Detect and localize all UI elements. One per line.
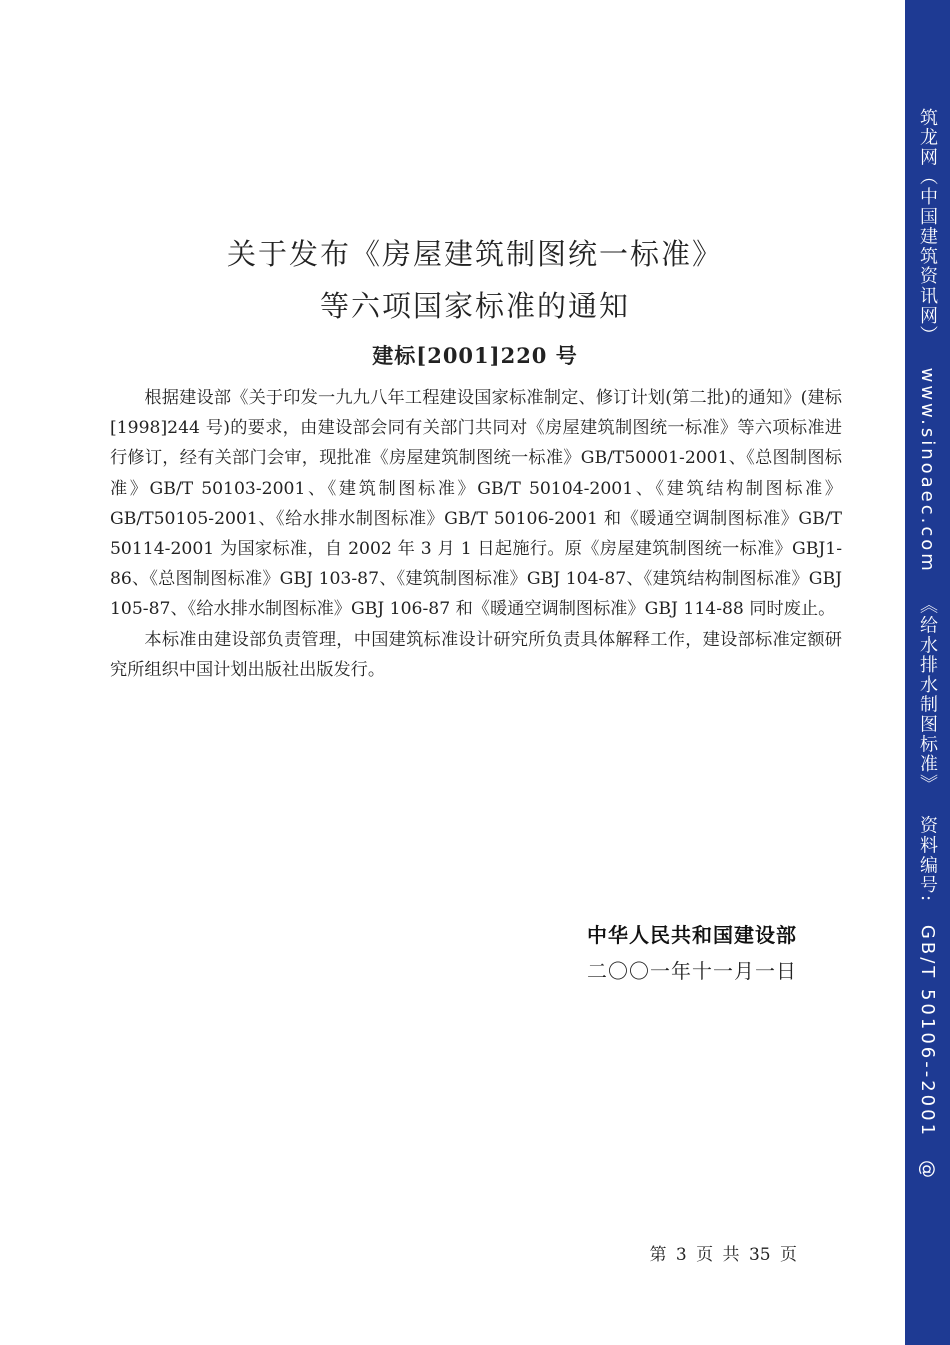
sidebar-code-label: 资料编号: xyxy=(917,815,938,903)
title-line-2: 等六项国家标准的通知 xyxy=(319,289,630,323)
title-line-1: 关于发布《房屋建筑制图统一标准》 xyxy=(226,237,723,271)
sidebar-url[interactable]: www.sinoaec.com xyxy=(917,367,938,574)
sidebar-trailing-symbol: @ xyxy=(917,1160,938,1182)
publisher-sidebar xyxy=(905,0,950,1345)
issue-date: 二〇〇一年十一月一日 xyxy=(587,959,797,983)
sidebar-standard-name: 《给水排水制图标准》 xyxy=(917,595,938,794)
body-paragraph-1: 根据建设部《关于印发一九九八年工程建设国家标准制定、修订计划(第二批)的通知》(建标[1998]244 号)的要求，由建设部会同有关部门共同对《房屋建筑制图统一标准》等六项标准进行修订，经有关部门会审，现批准《房屋建筑制图统一标准》GB/T50001-2001、《总图制图标准》GB/T 50103-2001、《建筑制图标准》GB/T 50104-2001、《建筑结构制图标准》GB/T50105-2001、《给水排水制图标准》GB/T 50106-2001 和《暖通空调制图标准》GB/T 50114-2001 为国家标准，自 2002 年 3 月 1 日起施行。原《房屋建筑制图统一标准》GBJ1-86、《总图制图标准》GBJ 103-87、《建筑制图标准》GBJ 104-87、《建筑结构制图标准》GBJ 105-87、《给水排水制图标准》GBJ 106-87 和《暖通空调制图标准》GBJ 114-88 同时废止。 xyxy=(110,388,842,620)
issuer-name: 中华人民共和国建设部 xyxy=(587,923,797,947)
body-paragraph-2: 本标准由建设部负责管理，中国建筑标准设计研究所负责具体解释工作，建设部标准定额研究所组织中国计划出版社出版发行。 xyxy=(110,629,842,680)
sidebar-code-value: GB/T 50106--2001 xyxy=(917,924,938,1139)
document-number: 建标[2001]220 号 xyxy=(372,343,578,368)
notice-body xyxy=(110,383,842,685)
sidebar-text xyxy=(914,108,940,1181)
page-number: 第 3 页 共 35 页 xyxy=(649,1245,797,1265)
sidebar-site-name: 筑龙网（中国建筑资讯网） xyxy=(917,108,938,346)
